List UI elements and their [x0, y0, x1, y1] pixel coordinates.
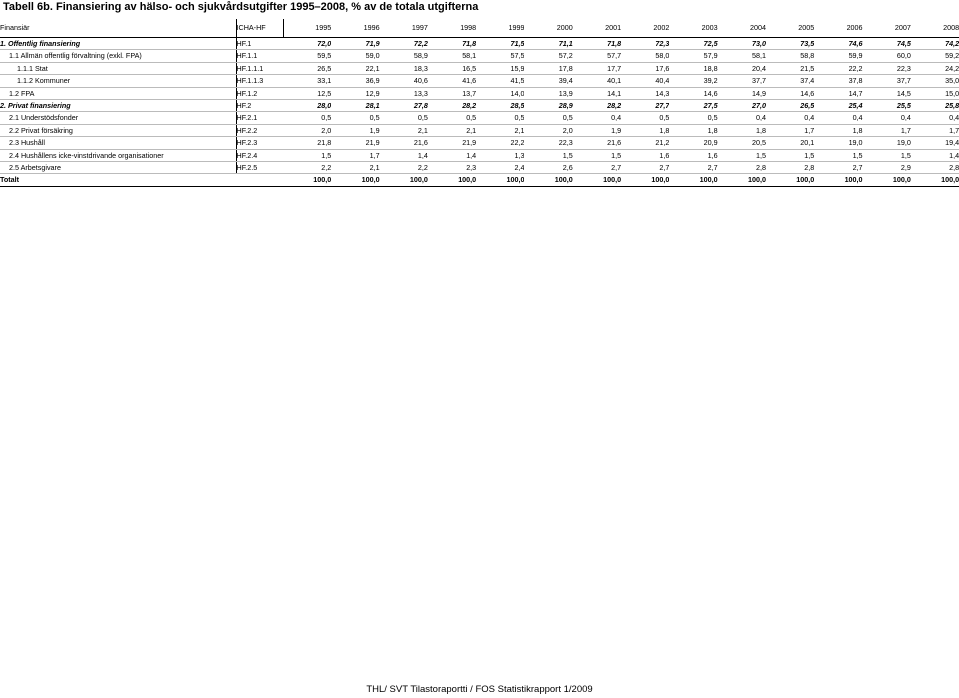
table-cell: 59,2 — [911, 50, 959, 62]
table-cell: 72,2 — [380, 38, 428, 50]
table-cell: 21,6 — [573, 137, 621, 149]
table-cell: 28,2 — [573, 100, 621, 112]
table-cell: 0,5 — [621, 112, 669, 124]
financing-table — [0, 19, 959, 187]
header-row — [0, 19, 959, 38]
table-cell: 72,5 — [669, 38, 717, 50]
row-code: HF.2 — [236, 100, 283, 112]
table-cell: 17,6 — [621, 62, 669, 74]
table-cell: 2,4 — [476, 162, 524, 174]
table-row — [0, 62, 959, 74]
table-cell: 28,1 — [331, 100, 379, 112]
table-cell: 37,7 — [863, 75, 911, 87]
column-header-year: 2000 — [524, 19, 572, 38]
table-cell: 18,8 — [669, 62, 717, 74]
total-cell: 100,0 — [428, 174, 476, 186]
table-cell: 14,6 — [669, 87, 717, 99]
table-cell: 74,2 — [911, 38, 959, 50]
table-cell: 2,7 — [669, 162, 717, 174]
column-header-year: 1997 — [380, 19, 428, 38]
table-cell: 18,3 — [380, 62, 428, 74]
row-code: HF.2.2 — [236, 124, 283, 136]
table-cell: 26,5 — [766, 100, 814, 112]
table-cell: 57,7 — [573, 50, 621, 62]
table-cell: 40,6 — [380, 75, 428, 87]
column-header-year: 1995 — [283, 19, 331, 38]
table-cell: 57,2 — [524, 50, 572, 62]
table-cell: 0,5 — [428, 112, 476, 124]
table-cell: 21,6 — [380, 137, 428, 149]
table-cell: 1,8 — [718, 124, 766, 136]
table-cell: 2,1 — [380, 124, 428, 136]
column-header-financier: Finansiär — [0, 19, 236, 38]
column-header-year: 2008 — [911, 19, 959, 38]
table-cell: 2,7 — [573, 162, 621, 174]
table-cell: 2,1 — [428, 124, 476, 136]
table-row — [0, 149, 959, 161]
row-label: 2.3 Hushåll — [0, 137, 236, 149]
table-cell: 28,9 — [524, 100, 572, 112]
table-cell: 16,5 — [428, 62, 476, 74]
table-cell: 1,5 — [283, 149, 331, 161]
table-cell: 58,8 — [766, 50, 814, 62]
table-cell: 1,7 — [911, 124, 959, 136]
table-cell: 28,0 — [283, 100, 331, 112]
table-cell: 59,9 — [814, 50, 862, 62]
row-label: 1.1.1 Stat — [0, 62, 236, 74]
table-row — [0, 124, 959, 136]
table-cell: 22,2 — [814, 62, 862, 74]
row-code: HF.1.1 — [236, 50, 283, 62]
column-header-year: 2002 — [621, 19, 669, 38]
table-cell: 35,0 — [911, 75, 959, 87]
table-cell: 2,8 — [718, 162, 766, 174]
table-cell: 1,8 — [621, 124, 669, 136]
table-cell: 37,8 — [814, 75, 862, 87]
table-cell: 1,8 — [814, 124, 862, 136]
column-header-year: 2003 — [669, 19, 717, 38]
table-cell: 2,7 — [621, 162, 669, 174]
table-cell: 25,4 — [814, 100, 862, 112]
table-cell: 2,6 — [524, 162, 572, 174]
table-cell: 28,2 — [428, 100, 476, 112]
row-label: 2.1 Understödsfonder — [0, 112, 236, 124]
table-cell: 15,0 — [911, 87, 959, 99]
table-cell: 19,0 — [863, 137, 911, 149]
table-cell: 1,6 — [669, 149, 717, 161]
table-cell: 22,1 — [331, 62, 379, 74]
column-header-year: 2007 — [863, 19, 911, 38]
table-cell: 0,4 — [573, 112, 621, 124]
table-cell: 71,8 — [573, 38, 621, 50]
table-cell: 1,5 — [863, 149, 911, 161]
table-cell: 41,5 — [476, 75, 524, 87]
total-label: Totalt — [0, 174, 236, 186]
table-cell: 58,0 — [621, 50, 669, 62]
table-cell: 14,5 — [863, 87, 911, 99]
row-code: HF.2.3 — [236, 137, 283, 149]
table-cell: 2,8 — [911, 162, 959, 174]
page-footer: THL/ SVT Tilastoraportti / FOS Statistikrapport 1/2009 — [366, 684, 593, 695]
table-cell: 14,6 — [766, 87, 814, 99]
total-cell: 100,0 — [283, 174, 331, 186]
table-cell: 2,0 — [283, 124, 331, 136]
row-code: HF.1.1.3 — [236, 75, 283, 87]
column-header-year: 1996 — [331, 19, 379, 38]
table-cell: 22,3 — [524, 137, 572, 149]
table-cell: 74,5 — [863, 38, 911, 50]
table-cell: 59,0 — [331, 50, 379, 62]
column-header-year: 2005 — [766, 19, 814, 38]
table-cell: 12,9 — [331, 87, 379, 99]
table-cell: 14,3 — [621, 87, 669, 99]
row-code: HF.1 — [236, 38, 283, 50]
table-cell: 14,7 — [814, 87, 862, 99]
table-cell: 0,5 — [283, 112, 331, 124]
total-cell: 100,0 — [911, 174, 959, 186]
table-cell: 20,4 — [718, 62, 766, 74]
table-cell: 72,0 — [283, 38, 331, 50]
table-cell: 27,5 — [669, 100, 717, 112]
table-cell: 2,9 — [863, 162, 911, 174]
table-cell: 1,8 — [669, 124, 717, 136]
table-cell: 0,5 — [331, 112, 379, 124]
table-row — [0, 137, 959, 149]
table-cell: 14,1 — [573, 87, 621, 99]
table-cell: 20,1 — [766, 137, 814, 149]
table-row — [0, 75, 959, 87]
table-cell: 22,2 — [476, 137, 524, 149]
table-title: Tabell 6b. Finansiering av hälso- och sjukvårdsutgifter 1995–2008, % av de totala utgifterna — [3, 1, 479, 13]
table-cell: 21,9 — [428, 137, 476, 149]
table-cell: 13,7 — [428, 87, 476, 99]
column-header-year: 1998 — [428, 19, 476, 38]
table-cell: 1,5 — [718, 149, 766, 161]
table-cell: 60,0 — [863, 50, 911, 62]
table-body — [0, 38, 959, 187]
table-cell: 2,7 — [814, 162, 862, 174]
total-cell: 100,0 — [621, 174, 669, 186]
total-cell: 100,0 — [331, 174, 379, 186]
table-cell: 2,1 — [476, 124, 524, 136]
table-row — [0, 162, 959, 174]
table-cell: 71,1 — [524, 38, 572, 50]
table-cell: 40,4 — [621, 75, 669, 87]
table-cell: 37,7 — [718, 75, 766, 87]
table-cell: 1,3 — [476, 149, 524, 161]
row-code: HF.2.4 — [236, 149, 283, 161]
total-cell: 100,0 — [524, 174, 572, 186]
column-header-year: 1999 — [476, 19, 524, 38]
table-cell: 21,5 — [766, 62, 814, 74]
table-cell: 57,9 — [669, 50, 717, 62]
table-cell: 22,3 — [863, 62, 911, 74]
table-cell: 2,3 — [428, 162, 476, 174]
row-label: 1.1.2 Kommuner — [0, 75, 236, 87]
table-cell: 1,6 — [621, 149, 669, 161]
table-cell: 25,5 — [863, 100, 911, 112]
row-code: HF.1.1.1 — [236, 62, 283, 74]
table-row — [0, 38, 959, 50]
table-cell: 0,5 — [669, 112, 717, 124]
table-cell: 20,5 — [718, 137, 766, 149]
table-cell: 0,5 — [476, 112, 524, 124]
total-cell: 100,0 — [669, 174, 717, 186]
row-label: 2.5 Arbetsgivare — [0, 162, 236, 174]
total-cell: 100,0 — [766, 174, 814, 186]
table-cell: 1,4 — [428, 149, 476, 161]
table-cell: 1,4 — [380, 149, 428, 161]
row-label: 1.1 Allmän offentlig förvaltning (exkl. FPA) — [0, 50, 236, 62]
table-cell: 13,9 — [524, 87, 572, 99]
total-cell: 100,0 — [380, 174, 428, 186]
table-cell: 39,4 — [524, 75, 572, 87]
table-cell: 28,5 — [476, 100, 524, 112]
table-cell: 14,9 — [718, 87, 766, 99]
total-cell: 100,0 — [476, 174, 524, 186]
total-cell: 100,0 — [573, 174, 621, 186]
table-cell: 19,0 — [814, 137, 862, 149]
table-cell: 24,2 — [911, 62, 959, 74]
table-cell: 40,1 — [573, 75, 621, 87]
row-code: HF.1.2 — [236, 87, 283, 99]
total-cell: 100,0 — [718, 174, 766, 186]
table-cell: 15,9 — [476, 62, 524, 74]
table-cell: 0,4 — [766, 112, 814, 124]
column-header-year: 2004 — [718, 19, 766, 38]
table-cell: 17,7 — [573, 62, 621, 74]
table-cell: 26,5 — [283, 62, 331, 74]
table-cell: 0,4 — [814, 112, 862, 124]
table-cell: 21,2 — [621, 137, 669, 149]
table-cell: 2,2 — [380, 162, 428, 174]
table-cell: 1,9 — [331, 124, 379, 136]
row-label: 1. Offentlig finansiering — [0, 38, 236, 50]
table-cell: 59,5 — [283, 50, 331, 62]
table-cell: 17,8 — [524, 62, 572, 74]
table-cell: 25,8 — [911, 100, 959, 112]
row-label: 2.2 Privat försäkring — [0, 124, 236, 136]
table-cell: 21,9 — [331, 137, 379, 149]
table-cell: 27,8 — [380, 100, 428, 112]
table-cell: 1,9 — [573, 124, 621, 136]
table-cell: 0,5 — [524, 112, 572, 124]
table-row — [0, 50, 959, 62]
table-cell: 2,2 — [283, 162, 331, 174]
table-cell: 1,7 — [331, 149, 379, 161]
table-cell: 1,5 — [766, 149, 814, 161]
table-cell: 14,0 — [476, 87, 524, 99]
total-cell: 100,0 — [863, 174, 911, 186]
table-cell: 21,8 — [283, 137, 331, 149]
table-cell: 73,5 — [766, 38, 814, 50]
table-cell: 1,7 — [863, 124, 911, 136]
table-cell: 0,5 — [380, 112, 428, 124]
column-header-year: 2006 — [814, 19, 862, 38]
table-cell: 0,4 — [863, 112, 911, 124]
table-cell: 19,4 — [911, 137, 959, 149]
table-row — [0, 87, 959, 99]
table-cell: 71,8 — [428, 38, 476, 50]
table-cell: 2,0 — [524, 124, 572, 136]
row-label: 2.4 Hushållens icke-vinstdrivande organisationer — [0, 149, 236, 161]
table-cell: 39,2 — [669, 75, 717, 87]
table-cell: 20,9 — [669, 137, 717, 149]
total-cell: 100,0 — [814, 174, 862, 186]
table-cell: 36,9 — [331, 75, 379, 87]
column-header-code: ICHA-HF — [236, 19, 283, 38]
table-cell: 71,9 — [331, 38, 379, 50]
column-header-year: 2001 — [573, 19, 621, 38]
table-cell: 1,7 — [766, 124, 814, 136]
table-cell: 58,1 — [428, 50, 476, 62]
table-cell: 0,4 — [911, 112, 959, 124]
table-cell: 74,6 — [814, 38, 862, 50]
total-row — [0, 174, 959, 186]
row-label: 1.2 FPA — [0, 87, 236, 99]
table-cell: 12,5 — [283, 87, 331, 99]
table-row — [0, 100, 959, 112]
table-cell: 1,4 — [911, 149, 959, 161]
table-cell: 57,5 — [476, 50, 524, 62]
table-cell: 27,0 — [718, 100, 766, 112]
table-cell: 0,4 — [718, 112, 766, 124]
table-cell: 73,0 — [718, 38, 766, 50]
row-code: HF.2.1 — [236, 112, 283, 124]
table-cell: 13,3 — [380, 87, 428, 99]
row-label: 2. Privat finansiering — [0, 100, 236, 112]
table-cell: 72,3 — [621, 38, 669, 50]
table-cell: 58,1 — [718, 50, 766, 62]
table-cell: 37,4 — [766, 75, 814, 87]
table-cell: 2,1 — [331, 162, 379, 174]
table-cell: 71,5 — [476, 38, 524, 50]
total-code-empty — [236, 174, 283, 186]
table-cell: 1,5 — [814, 149, 862, 161]
table-cell: 33,1 — [283, 75, 331, 87]
row-code: HF.2.5 — [236, 162, 283, 174]
table-cell: 41,6 — [428, 75, 476, 87]
table-row — [0, 112, 959, 124]
table-cell: 1,5 — [573, 149, 621, 161]
table-cell: 58,9 — [380, 50, 428, 62]
table-cell: 2,8 — [766, 162, 814, 174]
table-cell: 1,5 — [524, 149, 572, 161]
table-cell: 27,7 — [621, 100, 669, 112]
